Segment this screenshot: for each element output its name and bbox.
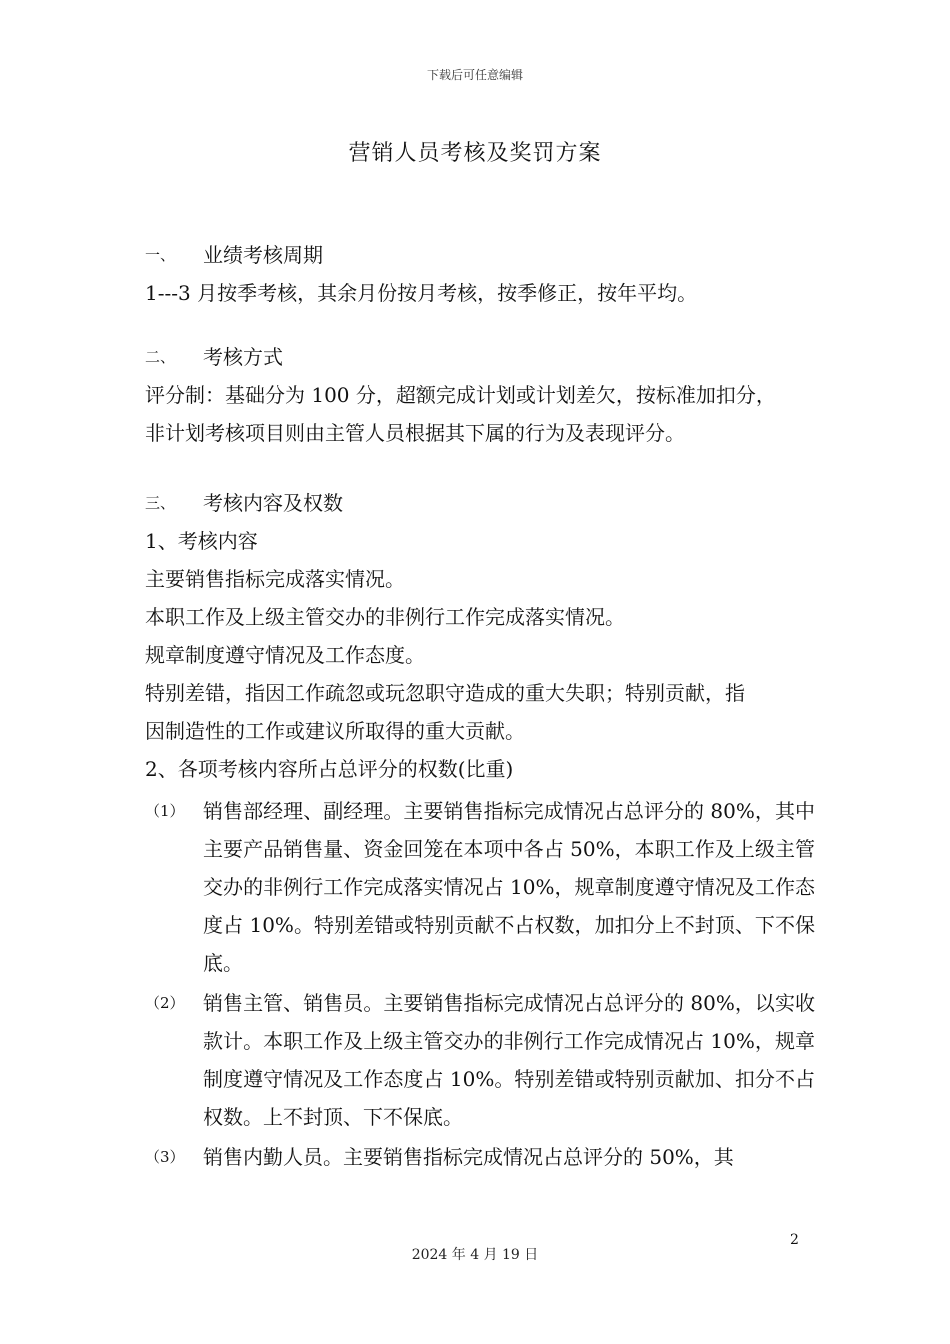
paragraph-line: 本职工作及上级主管交办的非例行工作完成落实情况。 bbox=[145, 605, 625, 629]
section-number: 一、 bbox=[145, 246, 176, 264]
section-title: 考核内容及权数 bbox=[203, 491, 343, 515]
footer-date: 2024 年 4 月 19 日 bbox=[411, 1247, 539, 1263]
item-text: 销售内勤人员。主要销售指标完成情况占总评分的 50%，其 bbox=[203, 1145, 734, 1169]
item-mark: （3） bbox=[145, 1148, 185, 1166]
section-number: 三、 bbox=[145, 494, 176, 512]
subsection-title: 2、各项考核内容所占总评分的权数(比重) bbox=[145, 757, 514, 781]
paragraph-line: 规章制度遵守情况及工作态度。 bbox=[145, 643, 425, 667]
section-2 bbox=[145, 338, 815, 452]
section-title: 业绩考核周期 bbox=[203, 243, 323, 267]
item-text: 销售主管、销售员。主要销售指标完成情况占总评分的 80%，以实收款计。本职工作及上级主管交办的非例行工作完成情况占 10%，规章制度遵守情况及工作态度占 10%。特别差错或特别贡献加、扣分不占权数。上不封顶、下不保底。 bbox=[203, 991, 815, 1129]
item-text: 销售部经理、副经理。主要销售指标完成情况占总评分的 80%，其中主要产品销售量、资金回笼在本项中各占 50%，本职工作及上级主管交办的非例行工作完成落实情况占 10%，规章制度遵守情况及工作态度占 10%。特别差错或特别贡献不占权数，加扣分上不封顶、下不保底。 bbox=[203, 799, 815, 975]
section-number: 二、 bbox=[145, 348, 176, 366]
item-mark: （1） bbox=[145, 802, 185, 820]
paragraph-line: 特别差错，指因工作疏忽或玩忽职守造成的重大失职；特别贡献，指 bbox=[145, 681, 745, 705]
section-title: 考核方式 bbox=[203, 345, 283, 369]
section-heading bbox=[145, 338, 815, 376]
document-title: 营销人员考核及奖罚方案 bbox=[348, 141, 602, 166]
list-item bbox=[145, 984, 815, 1136]
paragraph-line: 因制造性的工作或建议所取得的重大贡献。 bbox=[145, 719, 525, 743]
list-item bbox=[145, 1138, 815, 1176]
paragraph-line: 非计划考核项目则由主管人员根据其下属的行为及表现评分。 bbox=[145, 421, 685, 445]
section-1 bbox=[145, 236, 815, 312]
header-note: 下载后可任意编辑 bbox=[426, 68, 523, 82]
section-heading bbox=[145, 484, 815, 522]
item-mark: （2） bbox=[145, 994, 185, 1012]
paragraph-line: 评分制：基础分为 100 分，超额完成计划或计划差欠，按标准加扣分， bbox=[145, 383, 776, 407]
paragraph-line: 1---3 月按季考核，其余月份按月考核，按季修正，按年平均。 bbox=[145, 281, 698, 305]
paragraph-line: 主要销售指标完成落实情况。 bbox=[145, 567, 405, 591]
list-item bbox=[145, 792, 815, 982]
section-heading bbox=[145, 236, 815, 274]
subsection-title: 1、考核内容 bbox=[145, 529, 258, 553]
section-3 bbox=[145, 484, 815, 1176]
page-number: 2 bbox=[790, 1232, 799, 1248]
